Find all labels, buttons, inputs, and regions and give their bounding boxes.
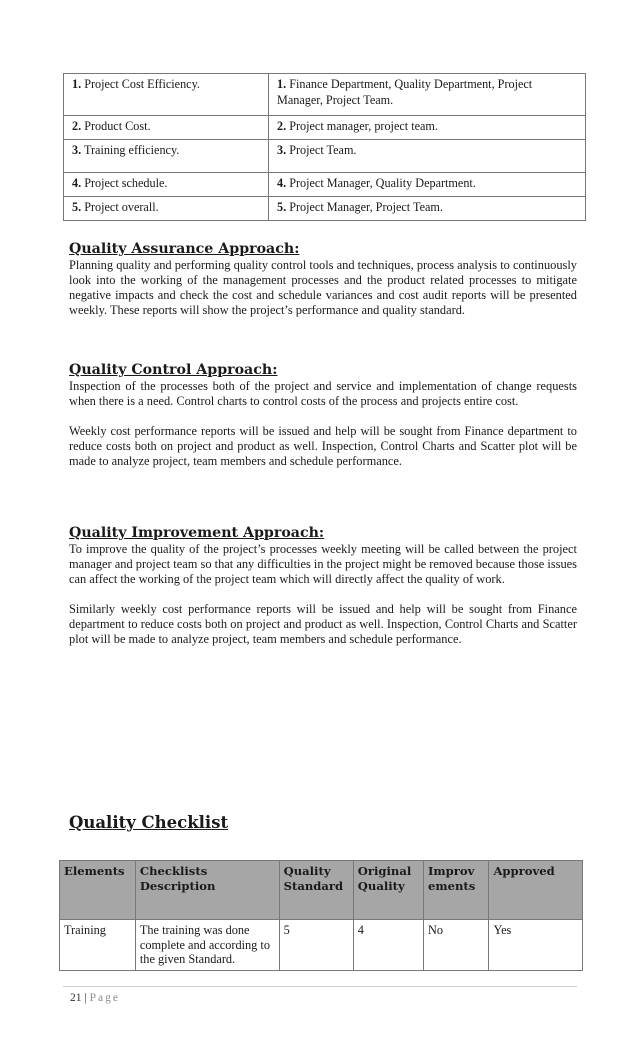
checklist-table-body [60,920,583,971]
responsibility-owner-text: Project Manager, Project Team. [289,200,443,214]
checklist-header-cell: Checklists Description [135,861,279,920]
responsibility-item-text: Project overall. [84,200,159,214]
responsibility-item-cell [64,74,269,116]
responsibility-owner-cell [269,116,586,140]
checklist-header-cell: Quality Standard [279,861,353,920]
responsibility-item-text: Project Cost Efficiency. [84,77,200,91]
quality-improvement-section [69,525,577,647]
responsibility-item-cell [64,173,269,197]
responsibility-item-text: Project schedule. [84,176,168,190]
responsibility-owner-number: 4. [277,176,287,190]
quality-assurance-heading: Quality Assurance Approach: [69,241,300,257]
checklist-header-cell: Improv ements [423,861,488,920]
checklist-cell: 5 [279,920,353,971]
responsibility-owner-number: 3. [277,143,287,157]
checklist-header-cell: Approved [489,861,583,920]
quality-assurance-section [69,241,577,318]
responsibility-item-text: Training efficiency. [83,143,180,157]
checklist-cell: 4 [353,920,423,971]
responsibility-item-cell [64,197,269,221]
responsibility-item-number: 3. [72,143,82,157]
responsibility-owner-cell [269,74,586,116]
checklist-cell: Yes [489,920,583,971]
quality-checklist-title: Quality Checklist [69,813,229,832]
responsibility-owner-text: Project Team. [289,143,357,157]
responsibility-item-number: 4. [72,176,82,190]
quality-control-heading: Quality Control Approach: [69,362,278,378]
responsibility-table [63,73,586,221]
page-label: Page [89,992,120,1004]
page-number: 21 [70,992,82,1004]
responsibility-row [64,197,586,221]
quality-checklist-table [59,860,583,971]
responsibility-owner-cell [269,173,586,197]
responsibility-item-cell [64,116,269,140]
checklist-cell: The training was done complete and according to the given Standard. [135,920,279,971]
quality-control-paragraph-2: Weekly cost performance reports will be issued and help will be sought from Finance department to reduce costs both on project and product as well. Inspection, Control Charts and Scatter plot will be made to analyze project, team members and schedule performance. [69,424,577,468]
quality-control-paragraph-1: Inspection of the processes both of the project and service and implementation of change requests when there is a need. Control charts to control costs of the process and projects entire cost. [69,379,577,408]
responsibility-item-number: 5. [72,200,82,214]
responsibility-row [64,173,586,197]
responsibility-owner-cell [269,140,586,173]
checklist-header-row [60,861,583,920]
quality-improvement-heading: Quality Improvement Approach: [69,525,325,541]
responsibility-table-body [64,74,586,221]
responsibility-item-cell [64,140,269,173]
responsibility-owner-cell [269,197,586,221]
responsibility-row [64,140,586,173]
checklist-header-cell: Elements [60,861,136,920]
quality-improvement-paragraph-2: Similarly weekly cost performance reports will be issued and help will be sought from Finance department to reduce costs both on project and product as well. Inspection, Control Charts and Scatter plot will be made to analyze project, team members and schedule performance. [69,602,577,646]
page-footer [70,992,120,1004]
responsibility-owner-text: Project manager, project team. [289,119,438,133]
quality-assurance-paragraph: Planning quality and performing quality control tools and techniques, process analysis to continuously look into the working of the management processes and the product related processes to mitigate negative impacts and check the cost and schedule variances and cost audit reports will be presented weekly. These reports will show the project’s performance and quality standard. [69,258,577,317]
responsibility-row [64,116,586,140]
quality-improvement-paragraph-1: To improve the quality of the project’s processes weekly meeting will be called between the project manager and project team so that any difficulties in the project might be removed because those issues can affect the working of the project team which will directly affect the quality of work. [69,542,577,586]
checklist-cell: No [423,920,488,971]
responsibility-owner-number: 1. [277,77,287,91]
responsibility-item-number: 1. [72,77,82,91]
quality-control-section [69,362,577,469]
footer-separator: | [84,992,87,1004]
responsibility-row [64,74,586,116]
responsibility-owner-text: Finance Department, Quality Department, Project Manager, Project Team. [277,77,533,107]
footer-divider [63,986,577,987]
checklist-cell: Training [60,920,136,971]
responsibility-owner-number: 5. [277,200,287,214]
responsibility-item-number: 2. [72,119,82,133]
responsibility-owner-text: Project Manager, Quality Department. [289,176,476,190]
checklist-header-cell: Original Quality [353,861,423,920]
responsibility-item-text: Product Cost. [84,119,151,133]
checklist-row [60,920,583,971]
responsibility-owner-number: 2. [277,119,287,133]
